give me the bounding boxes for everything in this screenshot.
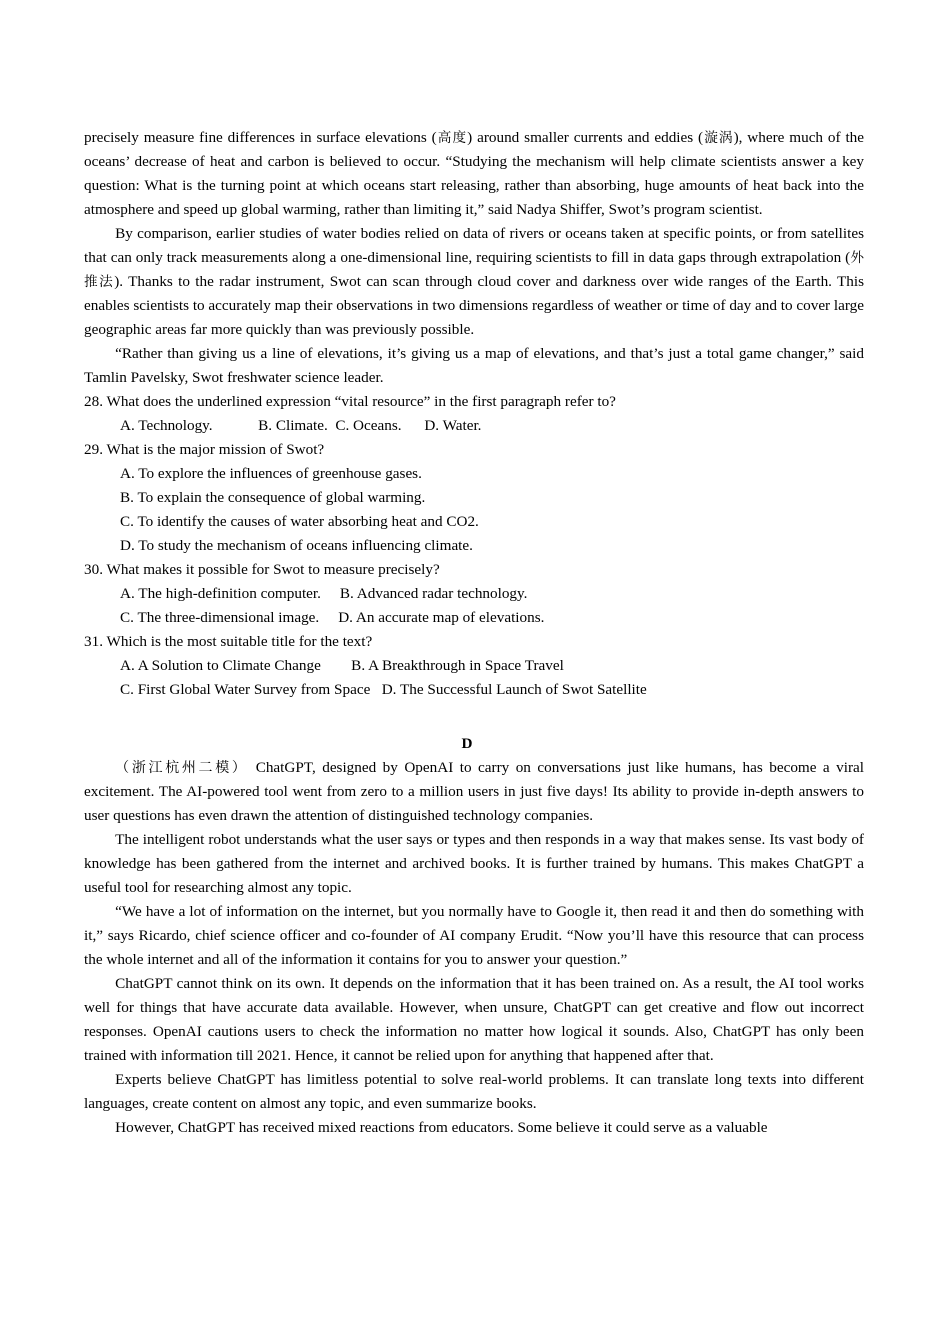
question-30 — [84, 558, 864, 630]
section-spacer — [84, 702, 864, 732]
text-run: ) around smaller currents and eddies ( — [467, 129, 704, 146]
question-28 — [84, 390, 864, 438]
option-row[interactable]: C. To identify the causes of water absorbing heat and CO2. — [120, 513, 479, 530]
text-run: precisely measure fine differences in surface elevations ( — [84, 129, 437, 146]
document-body — [84, 126, 864, 1140]
text-run: ChatGPT, designed by OpenAI to carry on conversations just like humans, has become a viral excitement. The AI-powered tool went from zero to a million users in just five days! Its ability to provide in-depth answers to user questions has even drawn the attention of distinguished technology companies. — [84, 759, 864, 824]
option-row[interactable]: A. The high-definition computer. B. Advanced radar technology. — [120, 585, 528, 602]
question-list — [84, 390, 864, 702]
text-run: By comparison, earlier studies of water bodies relied on data of rivers or oceans taken at specific points, or from satellites that can only track measurements along a one-dimensional line, requiring scientists to fill in data gaps through extrapolation ( — [84, 225, 864, 266]
option-row[interactable]: C. The three-dimensional image. D. An accurate map of elevations. — [120, 609, 545, 626]
text-run: “Rather than giving us a line of elevations, it’s giving us a map of elevations, and that’s just a total game changer,” said Tamlin Pavelsky, Swot freshwater science leader. — [84, 345, 864, 386]
paragraph — [84, 342, 864, 390]
option-row[interactable]: D. To study the mechanism of oceans influencing climate. — [120, 537, 473, 554]
paragraph — [84, 1116, 864, 1140]
question-stem: 29. What is the major mission of Swot? — [84, 441, 325, 458]
text-run: ChatGPT cannot think on its own. It depends on the information that it has been trained on. As a result, the AI tool works well for things that have accurate data available. However, when unsure, ChatGPT can get creative and flow out incorrect responses. OpenAI cautions users to check the information no matter how logical it sounds. Also, ChatGPT has only been trained with information till 2021. Hence, it cannot be relied upon for anything that happened after that. — [84, 975, 864, 1064]
question-stem: 30. What makes it possible for Swot to measure precisely? — [84, 561, 440, 578]
option-row[interactable]: A. To explore the influences of greenhouse gases. — [120, 465, 422, 482]
cjk-gloss: 漩涡 — [703, 130, 734, 146]
text-run: ), where much of the oceans’ decrease of heat and carbon is believed to occur. “Studying the mechanism will help climate scientists answer a key question: What is the turning point at which oceans start releasing, rather than absorbing, huge amounts of heat back into the atmosphere and speed up global warming, rather than limiting it,” said Nadya Shiffer, Swot’s program scientist. — [84, 129, 865, 218]
paragraph — [84, 972, 864, 1068]
passage-d — [84, 732, 864, 1140]
text-run: Experts believe ChatGPT has limitless potential to solve real-world problems. It can translate long texts into different languages, create content on almost any topic, and even summarize books. — [84, 1071, 864, 1112]
text-run: “We have a lot of information on the internet, but you normally have to Google it, then read it and then do something with it,” says Ricardo, chief science officer and co-founder of AI company Erudit. “Now you’ll have this resource that can process the whole internet and all of the information it contains for you to answer your question.” — [84, 903, 864, 968]
section-letter-heading: D — [461, 735, 473, 752]
question-stem: 31. Which is the most suitable title for the text? — [84, 633, 373, 650]
cjk-gloss: 高度 — [436, 130, 468, 146]
cjk-gloss: 外推法 — [84, 250, 865, 290]
paragraph — [84, 756, 864, 828]
question-stem: 28. What does the underlined expression “vital resource” in the first paragraph refer to? — [84, 393, 616, 410]
paragraph — [84, 1068, 864, 1116]
question-29 — [84, 438, 864, 558]
text-run: The intelligent robot understands what the user says or types and then responds in a way that makes sense. Its vast body of knowledge has been gathered from the internet and archived books. It is further trained by humans. This makes ChatGPT a useful tool for researching almost any topic. — [84, 831, 864, 896]
question-31 — [84, 630, 864, 702]
source-label: （浙江杭州二模） — [115, 760, 256, 776]
paragraph — [84, 828, 864, 900]
text-run: ). Thanks to the radar instrument, Swot can scan through cloud cover and darkness over wide ranges of the Earth. This enables scientists to accurately map their observations in two dimensions regardless of weather or time of day and to cover large geographic areas far more quickly than was previously possible. — [84, 273, 864, 338]
option-row[interactable]: C. First Global Water Survey from Space D. The Successful Launch of Swot Satellite — [120, 681, 647, 698]
paragraph — [84, 900, 864, 972]
paragraph — [84, 126, 864, 222]
option-row[interactable]: A. Technology. B. Climate. C. Oceans. D. Water. — [120, 417, 482, 434]
passage-c-continued — [84, 126, 864, 390]
text-run: However, ChatGPT has received mixed reactions from educators. Some believe it could serve as a valuable — [115, 1119, 768, 1136]
option-row[interactable]: B. To explain the consequence of global warming. — [120, 489, 426, 506]
paragraph — [84, 222, 864, 342]
option-row[interactable]: A. A Solution to Climate Change B. A Breakthrough in Space Travel — [120, 657, 564, 674]
